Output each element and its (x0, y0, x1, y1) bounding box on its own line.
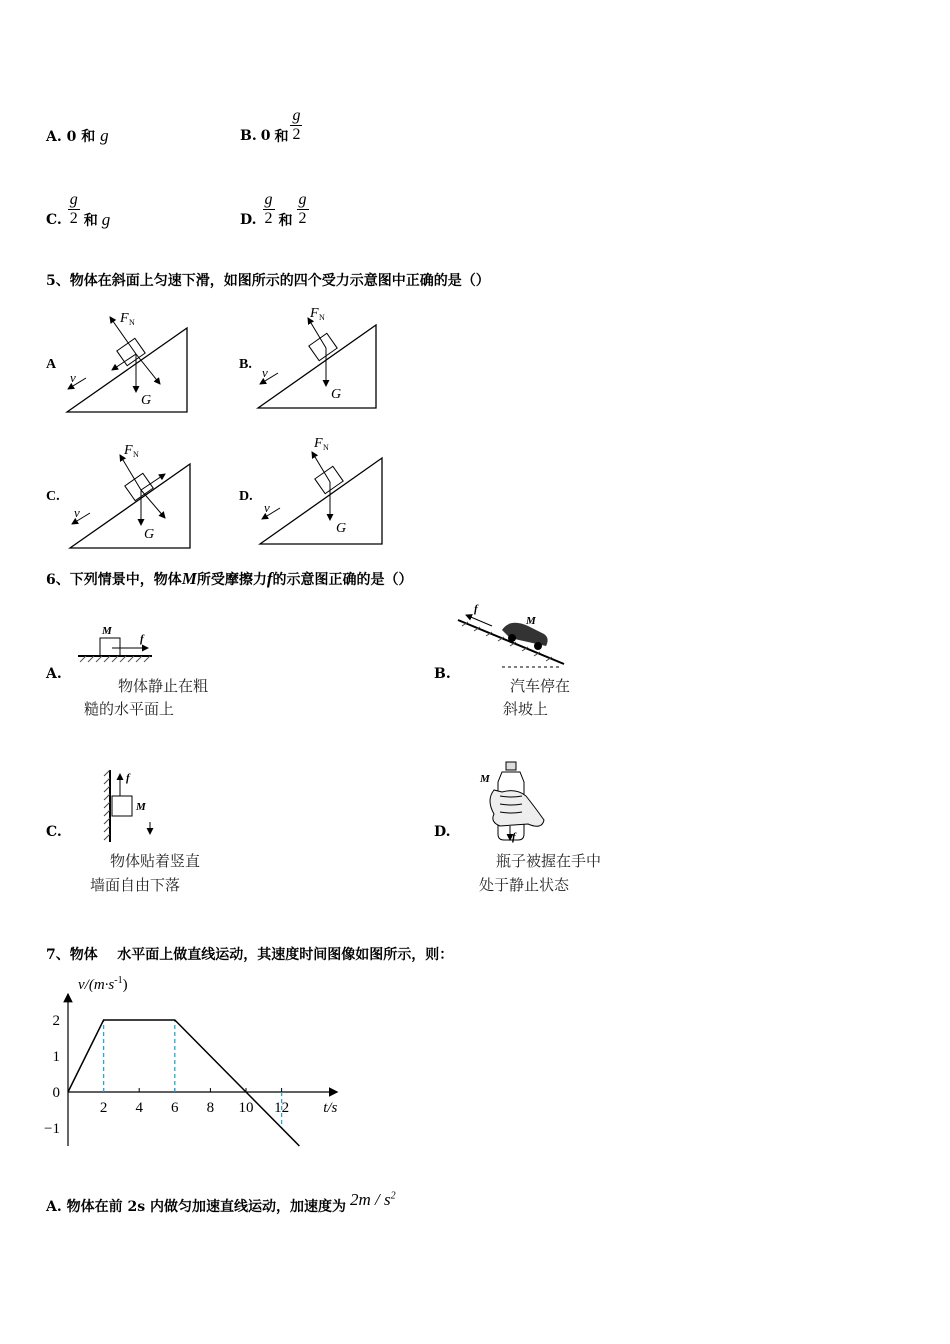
q6-caption-c-line1: 物体贴着竖直 (110, 852, 201, 870)
svg-text:G: G (144, 527, 155, 542)
svg-text:N: N (129, 318, 135, 327)
q6-caption-c-line2: 墙面自由下落 (90, 876, 181, 894)
q6-label-d: D. (434, 824, 451, 840)
q4-option-d[interactable]: D. $\frac{g}{2}$ 和 $\frac{g}{2}$ (240, 190, 307, 229)
q6-diagram-b[interactable] (452, 604, 572, 676)
q5-label-b: B. (239, 357, 252, 372)
q6-caption-d-line1: 瓶子被握在手中 (496, 852, 602, 870)
q6-caption-d-line2: 处于静止状态 (479, 876, 570, 894)
x-tick-label: 4 (135, 1100, 143, 1116)
x-tick-label: 2 (99, 1100, 108, 1116)
svg-text:G: G (141, 393, 152, 408)
q5-stem: 5、物体在斜面上匀速下滑，如图所示的四个受力示意图中正确的是（） (46, 273, 490, 289)
svg-text:M: M (480, 773, 490, 785)
fraction-g-over-2: $\frac{g}{2}$ (69, 190, 78, 227)
svg-text:M: M (136, 801, 146, 813)
svg-text:G: G (331, 387, 342, 402)
q4-option-b[interactable]: B. 0 和 $\frac{g}{2}$ (240, 106, 301, 145)
svg-text:F: F (124, 443, 133, 458)
q4-option-c[interactable]: C. $\frac{g}{2}$ 和 g (46, 190, 111, 229)
q7-stem: 7、物体 水平面上做直线运动，其速度时间图像如图所示，则： (46, 947, 454, 963)
svg-text:v: v (70, 370, 76, 385)
q5-diagrams (40, 300, 400, 560)
q5-diagram-b[interactable] (239, 306, 376, 408)
svg-text:f: f (126, 772, 130, 784)
q7-option-a[interactable]: A. 物体在前 2s 内做匀加速直线运动，加速度为 $2m / s^2$ (46, 1190, 396, 1215)
q6-caption-b-line2: 斜坡上 (503, 700, 549, 718)
q6-label-c: C. (46, 824, 62, 840)
svg-text:G: G (336, 521, 347, 536)
q5-label-a: A (46, 357, 57, 372)
fraction-g-over-2: $\frac{g}{2}$ (292, 106, 301, 143)
q6-label-a: A. (46, 666, 62, 682)
q6-stem: 6、下列情景中，物体M所受摩擦力f的示意图正确的是（） (46, 569, 413, 588)
q5-diagram-a[interactable] (46, 311, 187, 412)
svg-text:v: v (74, 505, 80, 520)
q6-label-b: B. (434, 666, 451, 682)
q6-caption-a-line1: 物体静止在粗 (118, 677, 209, 695)
q5-label-c: C. (46, 489, 60, 504)
q6-diagram-d[interactable] (472, 760, 552, 846)
chart-xlabel: t/s (323, 1100, 338, 1116)
x-tick-label: 8 (206, 1100, 215, 1116)
svg-text:N: N (319, 313, 325, 322)
svg-text:v: v (264, 500, 270, 515)
x-tick-label: 10 (238, 1100, 254, 1116)
fraction-g-over-2: $\frac{g}{2}$ (264, 190, 273, 227)
velocity-series-line (68, 1020, 299, 1146)
q6-caption-a-line2: 糙的水平面上 (84, 700, 175, 718)
y-tick-label: 2 (52, 1013, 60, 1029)
q5-diagram-c[interactable] (46, 443, 190, 548)
svg-text:f: f (512, 831, 516, 843)
svg-text:f: f (474, 604, 478, 615)
y-tick-label: 0 (52, 1085, 60, 1101)
svg-text:F: F (314, 436, 323, 451)
q6-diagram-c[interactable] (92, 766, 172, 846)
svg-text:N: N (133, 450, 139, 459)
y-tick-label: −1 (44, 1121, 60, 1137)
q4-option-a[interactable]: A. 0 和 g (46, 126, 109, 145)
q6-caption-b-line1: 汽车停在 (510, 677, 571, 695)
y-tick-label: 1 (52, 1049, 60, 1065)
q6-diagram-a[interactable] (72, 618, 162, 666)
svg-text:M: M (526, 615, 536, 627)
fraction-g-over-2: $\frac{g}{2}$ (298, 190, 307, 227)
svg-text:M: M (102, 625, 112, 637)
q5-label-d: D. (239, 489, 253, 504)
svg-text:f: f (140, 633, 144, 645)
svg-text:N: N (323, 443, 329, 452)
chart-ylabel: $v/(m\cdot s^{-1})$ (78, 975, 128, 993)
svg-text:v: v (262, 365, 268, 380)
q5-diagram-d[interactable] (239, 436, 382, 544)
velocity-time-chart (36, 966, 366, 1166)
x-tick-label: 12 (274, 1100, 290, 1116)
svg-text:F: F (310, 306, 319, 321)
svg-text:F: F (120, 311, 129, 326)
x-tick-label: 6 (171, 1100, 179, 1116)
acceleration-unit: $2m / s^2$ (349, 1190, 396, 1209)
